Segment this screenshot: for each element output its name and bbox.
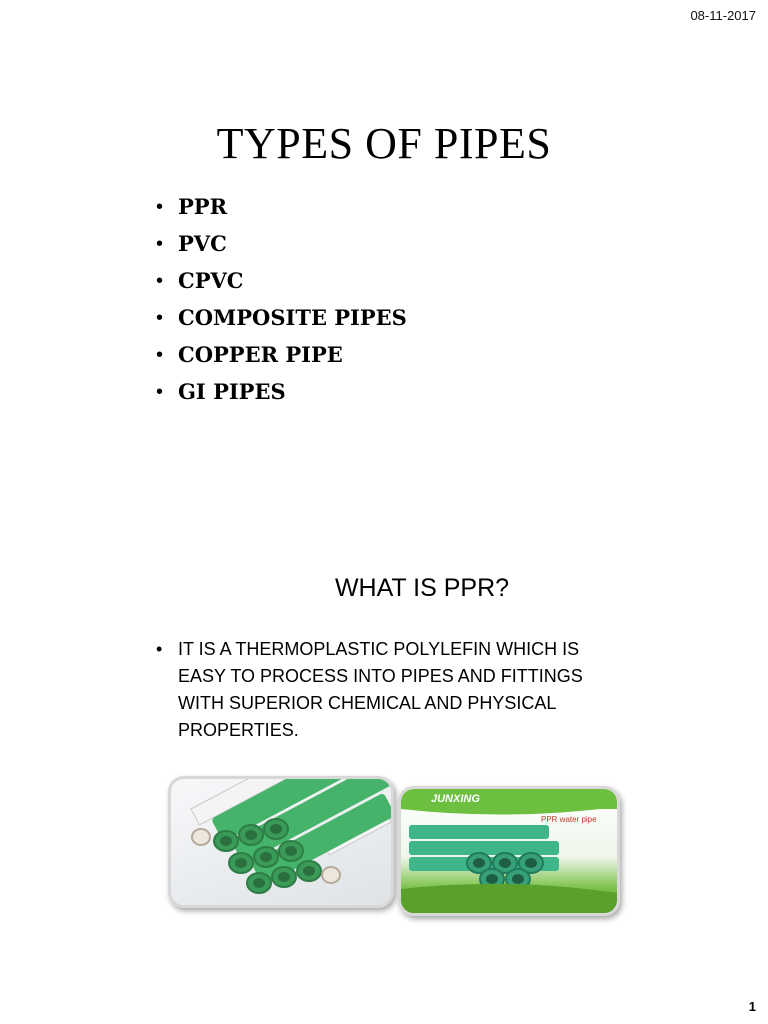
ppr-water-pipe-icon: [401, 789, 617, 913]
list-item: [156, 188, 407, 225]
ppr-description-text: IT IS A THERMOPLASTIC POLYLEFIN WHICH IS EASY TO PROCESS INTO PIPES AND FITTINGS WITH SUPERIOR CHEMICAL AND PHYSICAL PROPERTIES.: [178, 639, 583, 740]
bullet-icon: •: [156, 343, 164, 366]
banner-caption: PPR water pipe: [541, 815, 597, 824]
bullet-icon: •: [156, 306, 164, 329]
pipe-types-list: [156, 188, 407, 410]
bullet-icon: •: [156, 195, 164, 218]
list-item: [156, 336, 407, 373]
list-item-label: PPR: [178, 193, 228, 219]
slide-title-types-of-pipes: TYPES OF PIPES: [216, 119, 552, 168]
list-item-label: GI PIPES: [178, 378, 286, 404]
list-item: [156, 225, 407, 262]
list-item-label: COMPOSITE PIPES: [178, 304, 407, 330]
bullet-icon: •: [156, 269, 164, 292]
ppr-pipes-photo: [168, 776, 394, 908]
slide-title-what-is-ppr: WHAT IS PPR?: [334, 574, 510, 602]
date-label: 08-11-2017: [690, 8, 756, 23]
list-item: [156, 262, 407, 299]
list-item: [156, 299, 407, 336]
list-item-label: CPVC: [178, 267, 244, 293]
bullet-icon: •: [156, 380, 164, 403]
page-number: 1: [748, 999, 756, 1014]
banner-brand-logo: JUNXING: [431, 793, 480, 805]
bullet-icon: •: [156, 232, 164, 255]
ppr-description: [156, 636, 626, 744]
ppr-pipes-icon: [171, 779, 391, 905]
list-item-label: PVC: [178, 230, 227, 256]
bullet-icon: •: [156, 639, 163, 659]
list-item-label: COPPER PIPE: [178, 341, 343, 367]
list-item: [156, 373, 407, 410]
ppr-water-pipe-banner: [398, 786, 620, 916]
